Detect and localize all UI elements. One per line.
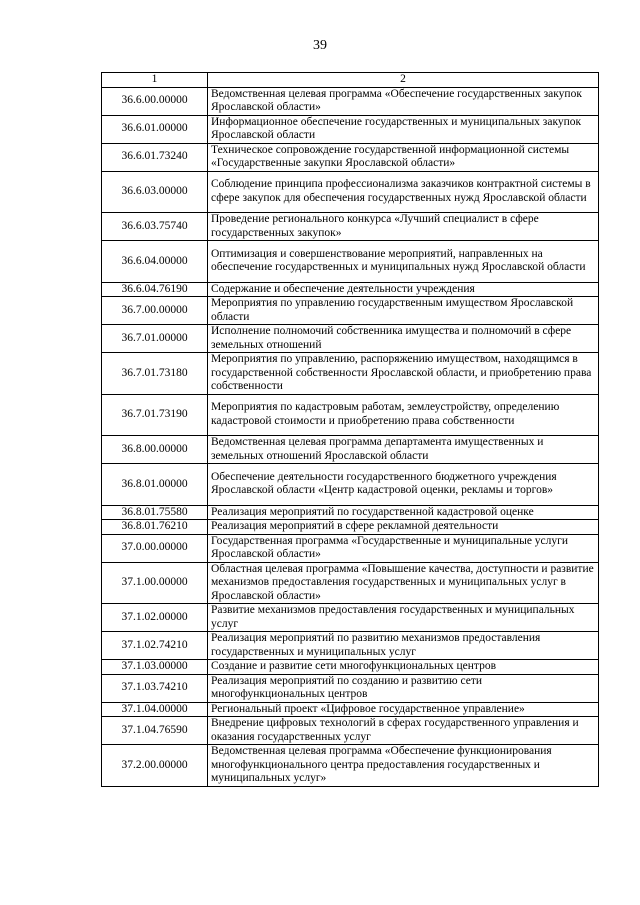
row-code: 37.1.04.00000 bbox=[102, 702, 208, 717]
row-code: 37.2.00.00000 bbox=[102, 745, 208, 787]
row-name: Реализация мероприятий в сфере рекламной деятельности bbox=[208, 520, 599, 535]
row-code: 37.1.03.00000 bbox=[102, 660, 208, 675]
row-name: Создание и развитие сети многофункциональных центров bbox=[208, 660, 599, 675]
row-code: 36.7.01.73190 bbox=[102, 394, 208, 436]
table-row bbox=[102, 745, 599, 787]
column-header-2: 2 bbox=[208, 73, 599, 88]
row-code: 37.1.00.00000 bbox=[102, 562, 208, 604]
row-code: 36.6.04.76190 bbox=[102, 282, 208, 297]
row-code: 36.6.04.00000 bbox=[102, 241, 208, 283]
table-row bbox=[102, 505, 599, 520]
table-row bbox=[102, 464, 599, 506]
row-name: Ведомственная целевая программа «Обеспечение функционирования многофункционального центра предоставления государственных и муниципальных услуг» bbox=[208, 745, 599, 787]
table-row bbox=[102, 297, 599, 325]
table-row bbox=[102, 534, 599, 562]
row-name: Региональный проект «Цифровое государственное управление» bbox=[208, 702, 599, 717]
table-row bbox=[102, 87, 599, 115]
table-row bbox=[102, 241, 599, 283]
row-name: Внедрение цифровых технологий в сферах государственного управления и оказания государственных услуг bbox=[208, 717, 599, 745]
row-code: 36.6.00.00000 bbox=[102, 87, 208, 115]
table-row bbox=[102, 562, 599, 604]
table-row bbox=[102, 674, 599, 702]
row-code: 36.6.03.75740 bbox=[102, 213, 208, 241]
table-row bbox=[102, 282, 599, 297]
row-name: Обеспечение деятельности государственного бюджетного учреждения Ярославской области «Центр кадастровой оценки, рекламы и торгов» bbox=[208, 464, 599, 506]
row-code: 36.8.01.75580 bbox=[102, 505, 208, 520]
table-row bbox=[102, 171, 599, 213]
table-row bbox=[102, 394, 599, 436]
row-code: 36.7.01.73180 bbox=[102, 353, 208, 395]
row-code: 36.6.01.73240 bbox=[102, 143, 208, 171]
row-name: Соблюдение принципа профессионализма заказчиков контрактной системы в сфере закупок для обеспечения государственных нужд Ярославской области bbox=[208, 171, 599, 213]
page-number: 39 bbox=[313, 38, 327, 53]
row-code: 37.1.02.00000 bbox=[102, 604, 208, 632]
table-row bbox=[102, 660, 599, 675]
table-row bbox=[102, 604, 599, 632]
row-name: Развитие механизмов предоставления государственных и муниципальных услуг bbox=[208, 604, 599, 632]
table-row bbox=[102, 325, 599, 353]
row-name: Реализация мероприятий по государственной кадастровой оценке bbox=[208, 505, 599, 520]
table-row bbox=[102, 520, 599, 535]
row-code: 36.7.01.00000 bbox=[102, 325, 208, 353]
row-code: 36.6.01.00000 bbox=[102, 115, 208, 143]
row-code: 37.1.02.74210 bbox=[102, 632, 208, 660]
row-code: 36.7.00.00000 bbox=[102, 297, 208, 325]
row-name: Оптимизация и совершенствование мероприятий, направленных на обеспечение государственных и муниципальных нужд Ярославской области bbox=[208, 241, 599, 283]
table-row bbox=[102, 436, 599, 464]
classification-table bbox=[101, 72, 599, 787]
row-name: Мероприятия по управлению, распоряжению имуществом, находящимся в государственной собственности Ярославской области, и приобретению права собственности bbox=[208, 353, 599, 395]
table-row bbox=[102, 702, 599, 717]
table-row bbox=[102, 717, 599, 745]
table-row bbox=[102, 632, 599, 660]
row-name: Ведомственная целевая программа департамента имущественных и земельных отношений Ярославской области bbox=[208, 436, 599, 464]
row-code: 36.8.01.76210 bbox=[102, 520, 208, 535]
row-code: 36.8.01.00000 bbox=[102, 464, 208, 506]
table-row bbox=[102, 115, 599, 143]
row-name: Мероприятия по управлению государственным имуществом Ярославской области bbox=[208, 297, 599, 325]
table-header-row bbox=[102, 73, 599, 88]
row-name: Техническое сопровождение государственной информационной системы «Государственные закупки Ярославской области» bbox=[208, 143, 599, 171]
row-name: Информационное обеспечение государственных и муниципальных закупок Ярославской области bbox=[208, 115, 599, 143]
table-row bbox=[102, 353, 599, 395]
row-name: Областная целевая программа «Повышение качества, доступности и развитие механизмов предоставления государственных и муниципальных услуг в Ярославской области» bbox=[208, 562, 599, 604]
row-name: Исполнение полномочий собственника имущества и полномочий в сфере земельных отношений bbox=[208, 325, 599, 353]
table-row bbox=[102, 213, 599, 241]
row-code: 37.0.00.00000 bbox=[102, 534, 208, 562]
table-row bbox=[102, 143, 599, 171]
row-name: Реализация мероприятий по созданию и развитию сети многофункциональных центров bbox=[208, 674, 599, 702]
row-name: Содержание и обеспечение деятельности учреждения bbox=[208, 282, 599, 297]
column-header-1: 1 bbox=[102, 73, 208, 88]
row-code: 36.6.03.00000 bbox=[102, 171, 208, 213]
row-name: Проведение регионального конкурса «Лучший специалист в сфере государственных закупок» bbox=[208, 213, 599, 241]
row-name: Ведомственная целевая программа «Обеспечение государственных закупок Ярославской области» bbox=[208, 87, 599, 115]
row-code: 37.1.04.76590 bbox=[102, 717, 208, 745]
row-name: Мероприятия по кадастровым работам, землеустройству, определению кадастровой стоимости и приобретению права собственности bbox=[208, 394, 599, 436]
row-name: Реализация мероприятий по развитию механизмов предоставления государственных и муниципальных услуг bbox=[208, 632, 599, 660]
row-code: 36.8.00.00000 bbox=[102, 436, 208, 464]
row-name: Государственная программа «Государственные и муниципальные услуги Ярославской области» bbox=[208, 534, 599, 562]
row-code: 37.1.03.74210 bbox=[102, 674, 208, 702]
